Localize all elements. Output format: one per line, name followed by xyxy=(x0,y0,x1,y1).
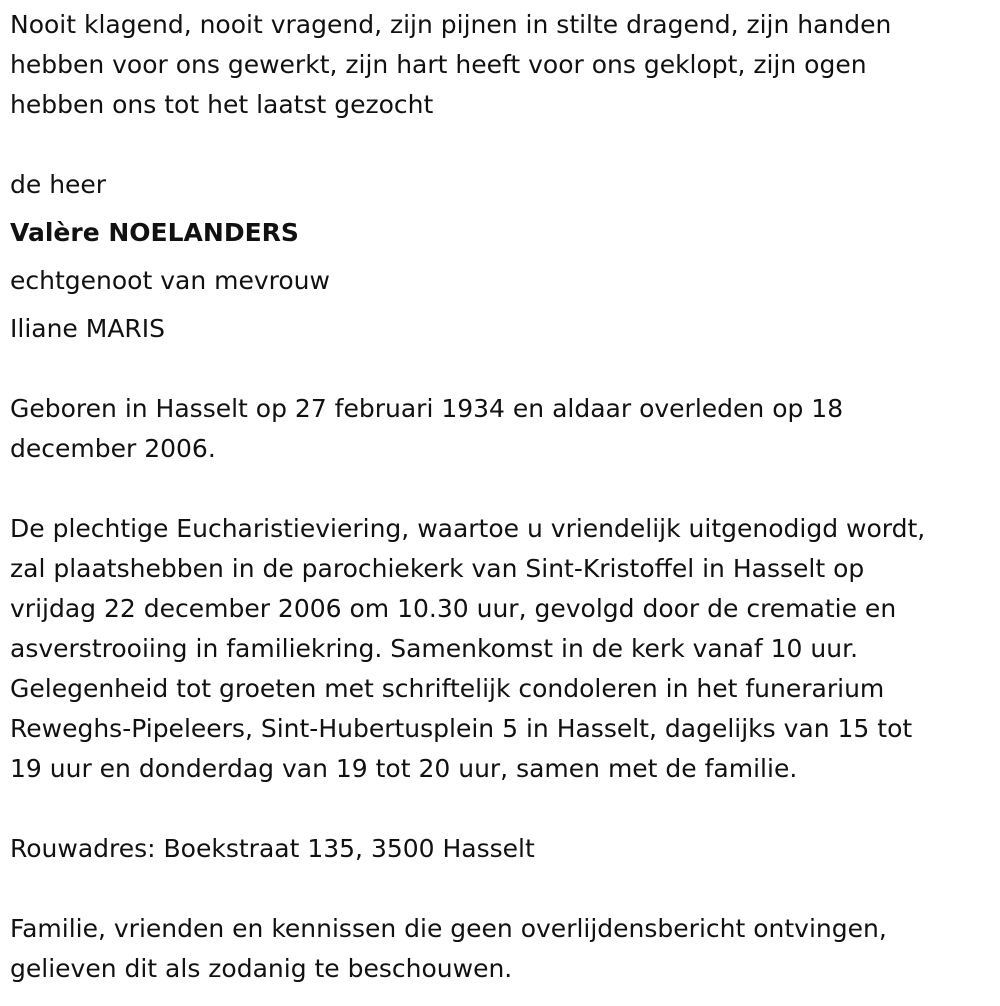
spouse-intro: echtgenoot van mevrouw xyxy=(10,266,330,295)
spacer xyxy=(10,789,970,829)
memorial-quote: Nooit klagend, nooit vragend, zijn pijnen in stilte dragend, zijn handen hebben voor ons gewerkt, zijn hart heeft voor ons geklopt, zijn ogen hebben ons tot het laatst gezocht xyxy=(10,10,892,119)
birth-death-info: Geboren in Hasselt op 27 februari 1934 en aldaar overleden op 18 december 2006. xyxy=(10,394,844,463)
spacer xyxy=(10,125,970,165)
spacer xyxy=(10,205,970,213)
title-prefix: de heer xyxy=(10,170,107,199)
spacer xyxy=(10,253,970,261)
deceased-name: Valère NOELANDERS xyxy=(10,218,299,247)
spacer xyxy=(10,301,970,309)
mourning-address: Rouwadres: Boekstraat 135, 3500 Hasselt xyxy=(10,834,535,863)
spacer xyxy=(10,349,970,389)
ceremony-info: De plechtige Eucharistieviering, waartoe u vriendelijk uitgenodigd wordt, zal plaatshebben in de parochiekerk van Sint-Kristoffel in Hasselt op vrijdag 22 december 2006 om 10.30 uur, gevolgd door de crematie en asverstrooiing in familiekring. Samenkomst in de kerk vanaf 10 uur. Gelegenheid tot groeten met schriftelijk condoleren in het funerarium Reweghs-Pipeleers, Sint-Hubertusplein 5 in Hasselt, dagelijks van 15 tot 19 uur en donderdag van 19 tot 20 uur, samen met de familie. xyxy=(10,514,926,783)
spouse-name: Iliane MARIS xyxy=(10,314,166,343)
closing-note: Familie, vrienden en kennissen die geen overlijdensbericht ontvingen, gelieven dit als zodanig te beschouwen. xyxy=(10,914,887,983)
spacer xyxy=(10,869,970,909)
spacer xyxy=(10,469,970,509)
